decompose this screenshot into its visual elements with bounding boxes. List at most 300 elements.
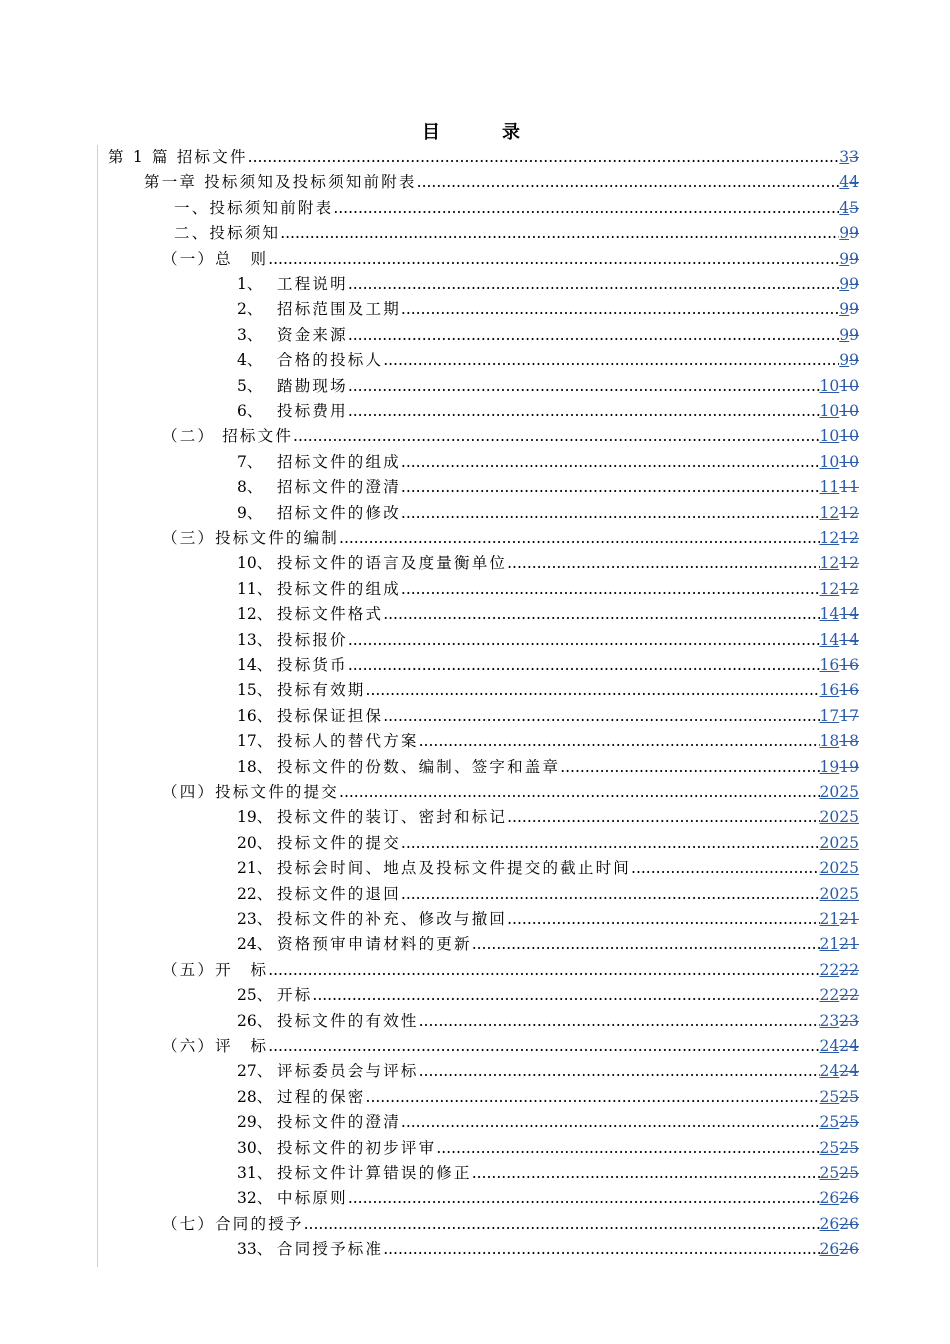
page-number-deleted: 9 (849, 325, 859, 344)
page-number-deleted: 14 (839, 630, 859, 649)
page-number-inserted[interactable]: 2025 (819, 833, 859, 852)
page-number-inserted[interactable]: 25 (819, 1138, 840, 1157)
dot-leader (401, 1110, 820, 1135)
toc-entry-title: 招标范围及工期 (277, 300, 401, 319)
toc-entry[interactable] (237, 399, 859, 424)
toc-entry[interactable] (237, 729, 859, 754)
toc-entry-number: 33、 (237, 1240, 273, 1259)
toc-row[interactable] (0, 1034, 950, 1059)
dot-leader (401, 577, 820, 602)
toc-entry-number: 29、 (237, 1113, 273, 1132)
page-number-deleted: 3 (849, 148, 859, 166)
toc-row[interactable] (0, 1161, 950, 1186)
page-number[interactable] (820, 907, 859, 932)
dot-leader (293, 424, 820, 449)
toc-entry-number: 23、 (237, 910, 273, 928)
toc-entry[interactable] (237, 1059, 859, 1084)
toc-entry-number: 7、 (237, 452, 263, 471)
toc-row[interactable] (0, 831, 950, 856)
page-number[interactable] (820, 424, 859, 449)
page-number-inserted[interactable]: 26 (819, 1189, 840, 1208)
toc-row[interactable] (0, 1237, 950, 1262)
dot-leader (348, 628, 820, 653)
page-number-inserted[interactable]: 10 (819, 452, 840, 471)
page-number-inserted[interactable]: 25 (819, 1164, 840, 1182)
toc-entry-title: 合同授予标准 (277, 1240, 384, 1259)
toc-entry[interactable] (237, 577, 859, 602)
toc-entry[interactable] (237, 907, 859, 932)
toc-entry-number: 2、 (237, 300, 263, 319)
toc-row[interactable] (0, 907, 950, 932)
toc-entry-number: 32、 (237, 1189, 273, 1208)
toc-entry[interactable] (237, 1237, 859, 1262)
page-number[interactable] (820, 1212, 859, 1237)
toc-entry[interactable] (237, 882, 859, 907)
page-number[interactable] (820, 678, 859, 703)
dot-leader (333, 196, 839, 221)
dot-leader (348, 374, 820, 399)
toc-entry[interactable] (237, 475, 859, 500)
page-number[interactable] (839, 170, 859, 195)
dot-leader (472, 1161, 820, 1186)
toc-entry[interactable] (237, 983, 859, 1008)
toc-entry-number: 9、 (237, 503, 263, 522)
toc-entry-title: 投标文件的澄清 (277, 1113, 401, 1132)
page-number[interactable] (820, 729, 859, 754)
toc-entry[interactable] (237, 602, 859, 627)
page-number-inserted[interactable]: 25 (819, 1113, 840, 1132)
toc-row[interactable] (0, 1009, 950, 1034)
toc-entry-number: 5、 (237, 376, 263, 395)
dot-leader (366, 1085, 820, 1110)
toc-entry-title: 投标费用 (277, 402, 348, 420)
toc-entry-title: 投标文件的有效性 (277, 1011, 419, 1030)
page-number[interactable] (820, 1110, 859, 1135)
dot-leader (507, 907, 819, 932)
toc-row[interactable] (0, 958, 950, 983)
page-number-inserted[interactable]: 9 (839, 351, 850, 370)
page-number-inserted[interactable]: 12 (819, 529, 840, 547)
toc-row[interactable] (0, 247, 950, 272)
dot-leader (280, 221, 839, 246)
toc-entry[interactable] (162, 424, 859, 449)
toc-entry[interactable] (237, 1009, 859, 1034)
page-number[interactable] (820, 1136, 859, 1161)
page-number[interactable] (820, 983, 859, 1008)
page-number-inserted[interactable]: 4 (839, 173, 850, 192)
dot-leader (304, 1212, 820, 1237)
toc-entry-title: 投标文件的语言及度量衡单位 (277, 554, 508, 573)
toc-entry[interactable] (237, 1136, 859, 1161)
page-number-inserted[interactable]: 23 (819, 1011, 840, 1030)
page-number-deleted: 25 (839, 1087, 859, 1106)
toc-entry-title: 过程的保密 (277, 1087, 366, 1106)
page-number-inserted[interactable]: 21 (819, 935, 840, 954)
toc-entry-number: 6、 (237, 402, 263, 420)
dot-leader (348, 1186, 820, 1211)
toc-entry[interactable] (174, 221, 859, 246)
toc-entry-number: 8、 (237, 478, 263, 497)
toc-entry-title: 开标 (277, 986, 313, 1005)
toc-row[interactable] (0, 450, 950, 475)
toc-entry-title: 资格预审申请材料的更新 (277, 935, 472, 954)
page-number-inserted[interactable]: 9 (839, 275, 850, 293)
page-number[interactable] (820, 628, 859, 653)
toc-entry[interactable] (237, 1186, 859, 1211)
dot-leader (419, 1009, 820, 1034)
page-number-deleted: 5 (849, 198, 859, 217)
page-number-inserted[interactable]: 9 (839, 224, 850, 243)
toc-entry-number: 15、 (237, 681, 273, 700)
toc-row[interactable] (0, 374, 950, 399)
toc-row[interactable] (0, 1212, 950, 1237)
toc-entry-title: 第一章 投标须知及投标须知前附表 (144, 173, 417, 192)
toc-entry-number: 18、 (237, 757, 273, 776)
toc-entry-title: 工程说明 (277, 275, 348, 293)
toc-entry-title: 投标文件的份数、编制、签字和盖章 (277, 757, 561, 776)
toc-entry[interactable] (237, 374, 859, 399)
page-number[interactable] (839, 348, 859, 373)
toc-entry[interactable] (162, 780, 859, 805)
toc-row[interactable] (0, 780, 950, 805)
page-number[interactable] (820, 704, 859, 729)
page-number-inserted[interactable]: 24 (819, 1062, 840, 1081)
dot-leader (401, 831, 820, 856)
toc-entry-title: 投标文件的装订、密封和标记 (277, 808, 508, 827)
page-number-inserted[interactable]: 2025 (819, 884, 859, 903)
page-number[interactable] (820, 475, 859, 500)
toc-row[interactable] (0, 805, 950, 830)
page-number[interactable] (820, 450, 859, 475)
page-number-deleted: 10 (839, 402, 859, 420)
toc-row[interactable] (0, 729, 950, 754)
toc-row[interactable] (0, 170, 950, 195)
toc-row[interactable] (0, 475, 950, 500)
toc-entry[interactable] (237, 297, 859, 322)
toc-entry-title: 投标文件计算错误的修正 (277, 1164, 472, 1182)
toc-entry-number: 12、 (237, 605, 273, 624)
toc-entry-title: 中标原则 (277, 1189, 348, 1208)
toc-row[interactable] (0, 1059, 950, 1084)
toc-entry-title: （七）合同的授予 (162, 1214, 304, 1233)
page-number[interactable] (820, 501, 859, 526)
page-number-deleted: 21 (839, 935, 859, 954)
page-number-inserted[interactable]: 2025 (819, 783, 859, 801)
page-number[interactable] (820, 831, 859, 856)
toc-row[interactable] (0, 704, 950, 729)
dot-leader (401, 297, 839, 322)
page-number-inserted[interactable]: 18 (819, 732, 840, 751)
page-number[interactable] (820, 1009, 859, 1034)
toc-entry[interactable] (237, 348, 859, 373)
page-number-deleted: 10 (839, 452, 859, 471)
page-number[interactable] (839, 272, 859, 297)
toc-row[interactable] (0, 628, 950, 653)
page-number[interactable] (839, 221, 859, 246)
page-number[interactable] (820, 1059, 859, 1084)
page-number-inserted[interactable]: 26 (819, 1214, 840, 1233)
toc-entry-title: （六）评 标 (162, 1037, 269, 1055)
page-number-inserted[interactable]: 16 (819, 681, 840, 700)
toc-entry-number: 11、 (237, 579, 273, 598)
page-number-deleted: 10 (839, 376, 859, 395)
page-number-deleted: 24 (839, 1037, 859, 1055)
toc-entry[interactable] (237, 1161, 859, 1186)
page-number-inserted[interactable]: 22 (819, 986, 840, 1005)
page-number[interactable] (820, 577, 859, 602)
page-number[interactable] (820, 932, 859, 957)
toc-entry[interactable] (162, 526, 859, 551)
toc-entry-number: 31、 (237, 1164, 273, 1182)
toc-entry[interactable] (237, 831, 859, 856)
toc-row[interactable] (0, 526, 950, 551)
dot-leader (268, 247, 839, 272)
page-number-inserted[interactable]: 4 (839, 198, 850, 217)
page-number-inserted[interactable]: 11 (819, 478, 840, 497)
page-number-inserted[interactable]: 22 (819, 960, 840, 979)
page-number-deleted: 25 (839, 1113, 859, 1132)
toc-row[interactable] (0, 1085, 950, 1110)
toc-entry-title: 投标文件格式 (277, 605, 384, 624)
toc-entry[interactable] (237, 551, 859, 576)
toc-entry[interactable] (237, 323, 859, 348)
toc-row[interactable] (0, 653, 950, 678)
page-number-inserted[interactable]: 2025 (819, 808, 859, 827)
toc-row[interactable] (0, 323, 950, 348)
toc-entry-title: （一）总 则 (162, 249, 269, 268)
page-number-inserted[interactable]: 9 (839, 300, 850, 319)
toc-entry-title: （四）投标文件的提交 (162, 783, 340, 801)
toc-entry[interactable] (237, 272, 859, 297)
toc-entry-number: 30、 (237, 1138, 273, 1157)
toc-entry-number: 1、 (237, 275, 263, 293)
dot-leader (507, 805, 819, 830)
page-number-deleted: 14 (839, 605, 859, 624)
page-number[interactable] (820, 602, 859, 627)
toc-entry-number: 4、 (237, 351, 263, 370)
toc-row[interactable] (0, 196, 950, 221)
toc-row[interactable] (0, 424, 950, 449)
toc-entry-number: 19、 (237, 808, 273, 827)
toc-entry-title: 投标人的替代方案 (277, 732, 419, 751)
toc-row[interactable] (0, 145, 950, 170)
page-number-inserted[interactable]: 10 (819, 427, 840, 446)
page-number[interactable] (820, 1161, 859, 1186)
toc-entry-title: 资金来源 (277, 325, 348, 344)
toc-entry[interactable] (237, 1085, 859, 1110)
page-number-deleted: 21 (839, 910, 859, 928)
toc-entry-title: 招标文件的澄清 (277, 478, 401, 497)
toc-entry[interactable] (174, 196, 859, 221)
toc-entry[interactable] (237, 932, 859, 957)
dot-leader (507, 551, 819, 576)
dot-leader (472, 932, 820, 957)
toc-entry-number: 16、 (237, 706, 273, 725)
page-number-deleted: 12 (839, 554, 859, 573)
toc-entry[interactable] (237, 450, 859, 475)
toc-entry-number: 20、 (237, 833, 273, 852)
toc-entry[interactable] (237, 1110, 859, 1135)
page-number-inserted[interactable]: 10 (819, 376, 840, 395)
toc-row[interactable] (0, 755, 950, 780)
page-number-inserted[interactable]: 10 (819, 402, 840, 420)
page-number[interactable] (820, 958, 859, 983)
toc-entry-number: 24、 (237, 935, 273, 954)
page-number[interactable] (839, 297, 859, 322)
page-number-inserted[interactable]: 16 (819, 656, 840, 674)
page-number[interactable] (820, 780, 859, 805)
dot-leader (312, 983, 819, 1008)
dot-leader (417, 170, 840, 195)
toc-row[interactable] (0, 678, 950, 703)
toc-entry-title: （三）投标文件的编制 (162, 529, 340, 547)
page-number[interactable] (820, 1034, 859, 1059)
toc-title: 目 录 (422, 122, 542, 143)
page-number-deleted: 4 (849, 173, 859, 192)
toc-entry-title: 投标文件的组成 (277, 579, 401, 598)
toc-row[interactable] (0, 501, 950, 526)
page-number[interactable] (820, 882, 859, 907)
toc-row[interactable] (0, 1136, 950, 1161)
page-number-inserted[interactable]: 14 (819, 605, 840, 624)
dot-leader (348, 399, 820, 424)
toc-row[interactable] (0, 577, 950, 602)
page-number-inserted[interactable]: 3 (839, 148, 850, 166)
page-number-inserted[interactable]: 26 (819, 1240, 840, 1259)
toc-entry-number: 26、 (237, 1011, 273, 1030)
page-number[interactable] (839, 196, 859, 221)
page-number-inserted[interactable]: 19 (819, 757, 840, 776)
page-number-deleted: 9 (849, 351, 859, 370)
toc-entry[interactable] (237, 755, 859, 780)
toc-row[interactable] (0, 882, 950, 907)
toc-entry-number: 27、 (237, 1062, 273, 1081)
page-number-inserted[interactable]: 12 (819, 503, 840, 522)
page-number-inserted[interactable]: 17 (819, 706, 840, 725)
dot-leader (401, 475, 820, 500)
toc-entry-title: 二、投标须知 (174, 224, 281, 243)
dot-leader (248, 145, 840, 170)
toc-row[interactable] (0, 297, 950, 322)
page-number-deleted: 9 (849, 300, 859, 319)
toc-row[interactable] (0, 1186, 950, 1211)
page-number[interactable] (820, 653, 859, 678)
toc-row[interactable] (0, 602, 950, 627)
page-number[interactable] (820, 399, 859, 424)
toc-row[interactable] (0, 983, 950, 1008)
dot-leader (383, 1237, 819, 1262)
dot-leader (339, 780, 820, 805)
dot-leader (383, 602, 819, 627)
page-number[interactable] (820, 1186, 859, 1211)
page-number[interactable] (820, 374, 859, 399)
page-number[interactable] (820, 1237, 859, 1262)
page-number-inserted[interactable]: 14 (819, 630, 840, 649)
page-number-deleted: 16 (839, 656, 859, 674)
dot-leader (631, 856, 820, 881)
toc-entry[interactable] (237, 856, 859, 881)
page-number-deleted: 16 (839, 681, 859, 700)
toc-entry-title: 投标有效期 (277, 681, 366, 700)
page-number-deleted: 23 (839, 1011, 859, 1030)
toc-entry[interactable] (162, 958, 859, 983)
toc-entry-number: 28、 (237, 1087, 273, 1106)
toc-row[interactable] (0, 399, 950, 424)
page-number-deleted: 17 (839, 706, 859, 725)
page-number[interactable] (839, 145, 859, 170)
page-number-inserted[interactable]: 12 (819, 579, 840, 598)
toc-row[interactable] (0, 1110, 950, 1135)
page-number-deleted: 26 (839, 1240, 859, 1259)
dot-leader (401, 450, 820, 475)
page-number-inserted[interactable]: 25 (819, 1087, 840, 1106)
toc-entry[interactable] (237, 653, 859, 678)
toc-row[interactable] (0, 272, 950, 297)
toc-entry-title: 一、投标须知前附表 (174, 198, 334, 217)
page-number-inserted[interactable]: 9 (839, 325, 850, 344)
toc-entry[interactable] (237, 501, 859, 526)
toc-entry[interactable] (162, 247, 859, 272)
toc-entry-number: 21、 (237, 859, 273, 878)
toc-entry[interactable] (162, 1212, 859, 1237)
dot-leader (268, 958, 819, 983)
page-number[interactable] (820, 1085, 859, 1110)
page-number-deleted: 26 (839, 1214, 859, 1233)
page-number-inserted[interactable]: 2025 (819, 859, 859, 878)
toc-entry-title: 合格的投标人 (277, 351, 384, 370)
page-number-deleted: 25 (839, 1164, 859, 1182)
page-number[interactable] (820, 856, 859, 881)
toc-entry[interactable] (144, 170, 859, 195)
dot-leader (419, 729, 820, 754)
page-number[interactable] (820, 551, 859, 576)
toc-row[interactable] (0, 348, 950, 373)
toc-entry[interactable] (237, 704, 859, 729)
page-number-inserted[interactable]: 21 (819, 910, 840, 928)
page-number-deleted: 18 (839, 732, 859, 751)
toc-entry[interactable] (237, 805, 859, 830)
toc-row[interactable] (0, 856, 950, 881)
toc-entry-number: 14、 (237, 656, 273, 674)
page-number-inserted[interactable]: 9 (839, 249, 850, 268)
toc-entry-title: 投标文件的退回 (277, 884, 401, 903)
dot-leader (401, 501, 820, 526)
toc-row[interactable] (0, 551, 950, 576)
toc-entry-title: （五）开 标 (162, 960, 269, 979)
page-number[interactable] (820, 805, 859, 830)
page-number[interactable] (820, 526, 859, 551)
toc-row[interactable] (0, 932, 950, 957)
page-number-deleted: 11 (839, 478, 859, 497)
toc-entry-title: 投标会时间、地点及投标文件提交的截止时间 (277, 859, 632, 878)
toc-entry[interactable] (237, 678, 859, 703)
page-number[interactable] (820, 755, 859, 780)
toc-row[interactable] (0, 221, 950, 246)
page-number[interactable] (839, 323, 859, 348)
page-number[interactable] (839, 247, 859, 272)
dot-leader (366, 678, 820, 703)
page-number-inserted[interactable]: 12 (819, 554, 840, 573)
toc-entry-number: 22、 (237, 884, 273, 903)
toc-entry[interactable] (237, 628, 859, 653)
toc-entry[interactable] (108, 145, 859, 170)
page-number-deleted: 22 (839, 986, 859, 1005)
toc-entry[interactable] (162, 1034, 859, 1059)
page-number-deleted: 10 (839, 427, 859, 446)
toc-entry-title: 投标文件的提交 (277, 833, 401, 852)
page-number-inserted[interactable]: 24 (819, 1037, 840, 1055)
toc-entry-number: 3、 (237, 325, 263, 344)
